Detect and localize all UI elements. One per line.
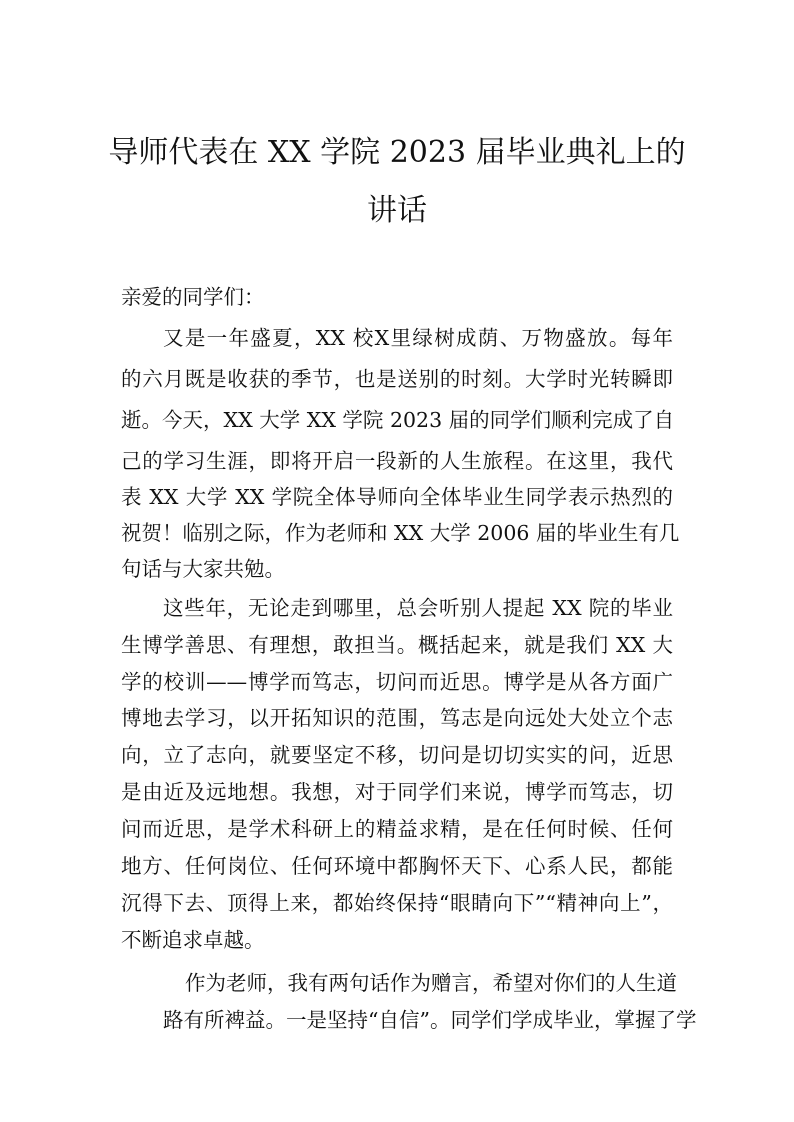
salutation: 亲爱的同学们： — [121, 285, 265, 309]
body-line: 作为老师，我有两句话作为赠言，希望对你们的人生道 — [185, 971, 677, 995]
body-line: 沉得下去、顶得上来，都始终保持“眼睛向下”“精神向上”， — [121, 891, 673, 915]
body-line: 表 XX 大学 XX 学院全体导师向全体毕业生同学表示热烈的 — [121, 485, 673, 509]
body-line: 不断追求卓越。 — [121, 928, 265, 952]
body-line: 又是一年盛夏，XX 校Χ里绿树成荫、万物盛放。每年 — [163, 326, 673, 350]
body-line: 祝贺！临别之际，作为老师和 XX 大学 2006 届的毕业生有几 — [121, 521, 680, 545]
document-title-line-2: 讲话 — [367, 193, 427, 228]
body-line: 这些年，无论走到哪里，总会听别人提起 XX 院的毕业 — [163, 596, 673, 620]
body-line: 地方、任何岗位、任何环境中都胸怀天下、心系人民，都能 — [121, 854, 673, 878]
body-line: 问而近思，是学术科研上的精益求精，是在任何时候、任何 — [121, 817, 673, 841]
body-line: 路有所裨益。一是坚持“自信”。同学们学成毕业，掌握了学 — [163, 1008, 697, 1032]
body-line: 向，立了志向，就要坚定不移，切问是切切实实的问，近思 — [121, 743, 673, 767]
body-line: 博地去学习，以开拓知识的范围，笃志是向远处大处立个志 — [121, 706, 673, 730]
body-line: 己的学习生涯，即将开启一段新的人生旅程。在这里，我代 — [121, 449, 673, 473]
body-line: 是由近及远地想。我想，对于同学们来说，博学而笃志，切 — [121, 780, 673, 804]
body-line: 学的校训——博学而笃志，切问而近思。博学是从各方面广 — [121, 670, 673, 694]
body-line: 句话与大家共勉。 — [121, 557, 285, 581]
body-line: 逝。今天，XX 大学 XX 学院 2023 届的同学们顺利完成了自 — [121, 408, 675, 432]
body-line: 的六月既是收获的季节，也是送别的时刻。大学时光转瞬即 — [121, 367, 673, 391]
document-title-line-1: 导师代表在 XX 学院 2023 届毕业典礼上的 — [108, 135, 686, 170]
body-line: 生博学善思、有理想，敢担当。概括起来，就是我们 XX 大 — [121, 633, 673, 657]
